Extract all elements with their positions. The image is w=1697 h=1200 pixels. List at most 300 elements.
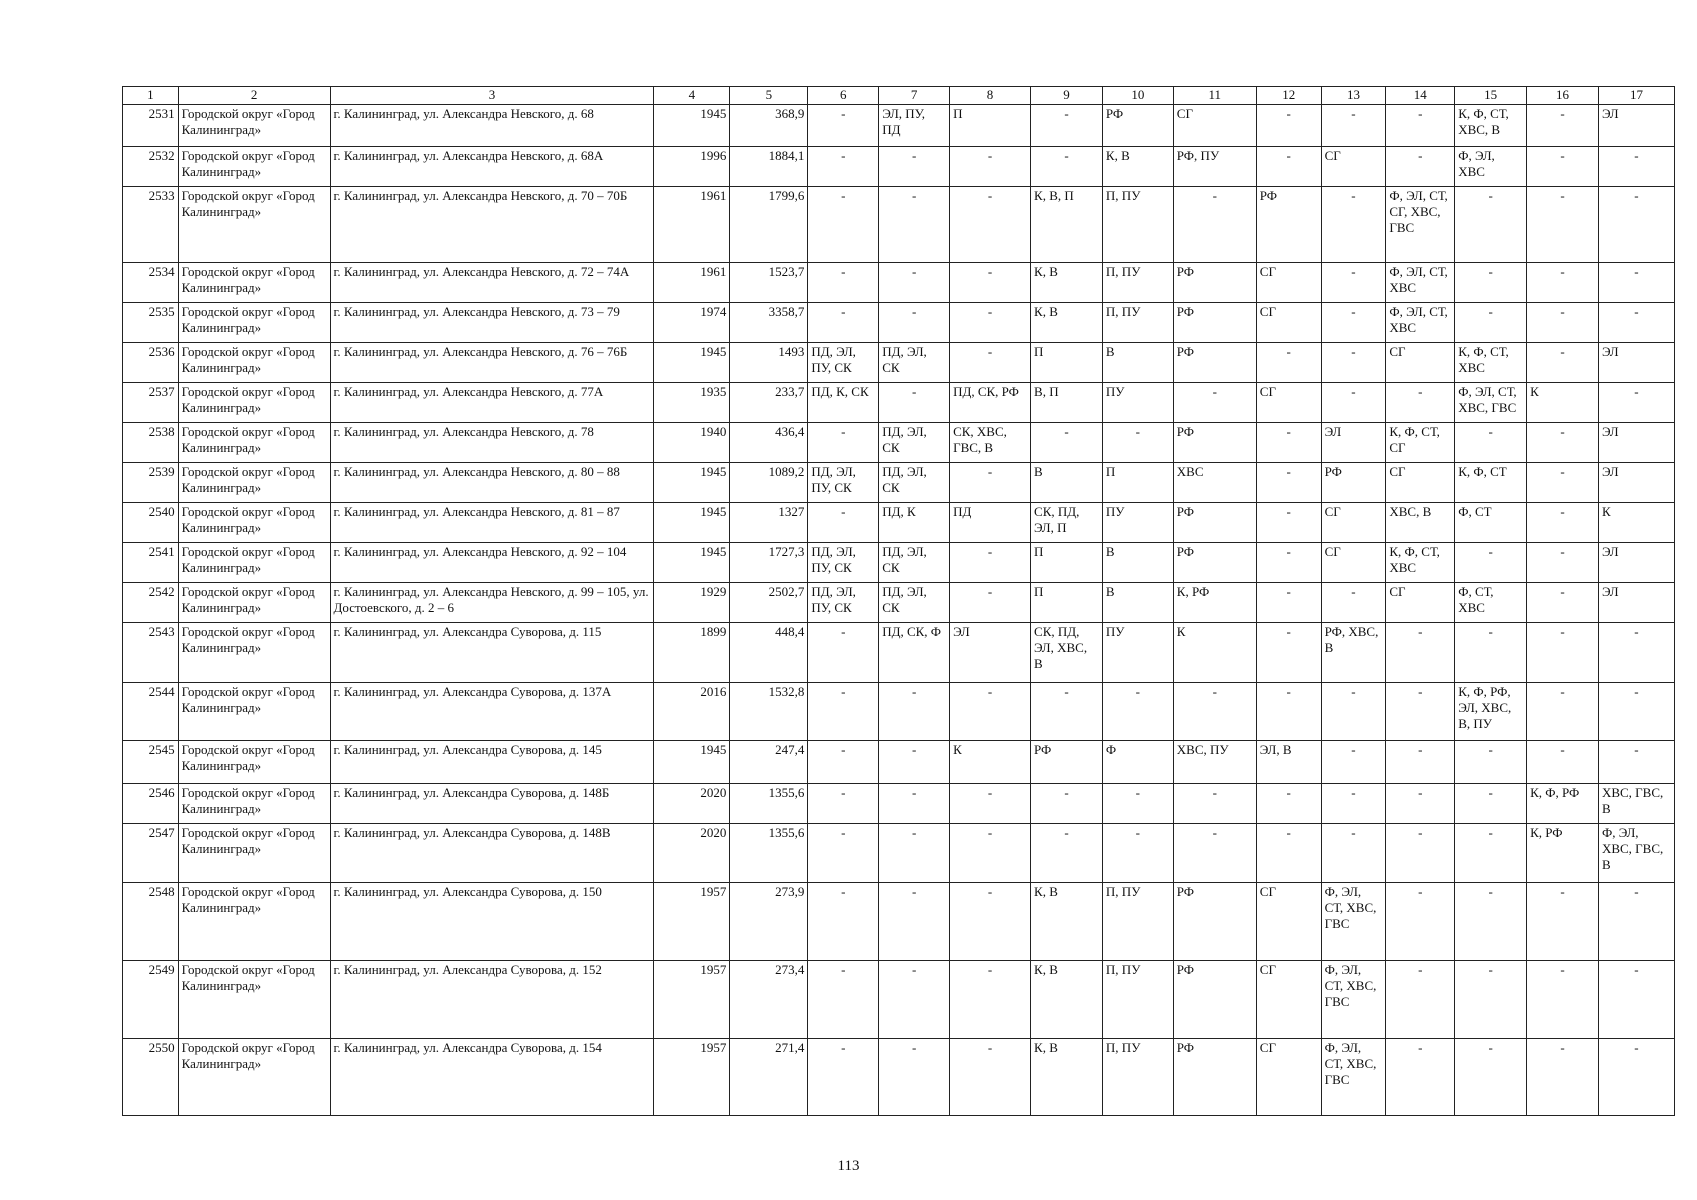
table-cell-col-7: - — [879, 303, 950, 343]
table-cell-col-17: - — [1598, 741, 1674, 784]
table-cell-col-11: РФ — [1173, 503, 1256, 543]
column-header-17: 17 — [1598, 87, 1674, 105]
table-cell-col-1: 2542 — [123, 583, 179, 623]
table-cell-col-4: 2020 — [654, 784, 730, 824]
table-cell-col-11: РФ — [1173, 423, 1256, 463]
table-cell-col-7: - — [879, 883, 950, 961]
column-header-3: 3 — [330, 87, 654, 105]
table-cell-col-2: Городской округ «Город Калининград» — [178, 784, 330, 824]
table-cell-col-16: - — [1527, 503, 1599, 543]
table-cell-col-2: Городской округ «Город Калининград» — [178, 683, 330, 741]
table-cell-col-6: ПД, ЭЛ, ПУ, СК — [808, 463, 879, 503]
table-row — [123, 883, 1675, 961]
data-table — [122, 86, 1675, 1116]
table-cell-col-17: - — [1598, 623, 1674, 683]
table-cell-col-10: - — [1102, 824, 1173, 883]
table-cell-col-8: - — [950, 883, 1031, 961]
table-cell-col-9: К, В, П — [1031, 187, 1103, 263]
table-cell-col-16: - — [1527, 105, 1599, 147]
table-cell-col-10: ПУ — [1102, 623, 1173, 683]
table-cell-col-13: ЭЛ — [1321, 423, 1386, 463]
table-cell-col-7: - — [879, 147, 950, 187]
table-cell-col-5: 1799,6 — [730, 187, 808, 263]
table-cell-col-5: 436,4 — [730, 423, 808, 463]
table-row — [123, 623, 1675, 683]
table-cell-col-1: 2543 — [123, 623, 179, 683]
table-cell-col-10: П, ПУ — [1102, 961, 1173, 1039]
table-cell-col-4: 1945 — [654, 741, 730, 784]
table-cell-col-15: - — [1455, 263, 1527, 303]
table-cell-col-5: 1523,7 — [730, 263, 808, 303]
table-cell-col-9: РФ — [1031, 741, 1103, 784]
table-cell-col-11: СГ — [1173, 105, 1256, 147]
table-cell-col-10: В — [1102, 543, 1173, 583]
table-cell-col-3: г. Калининград, ул. Александра Суворова, д. 145 — [330, 741, 654, 784]
table-cell-col-4: 1945 — [654, 543, 730, 583]
table-cell-col-8: - — [950, 263, 1031, 303]
table-cell-col-15: К, Ф, СТ, ХВС — [1455, 343, 1527, 383]
table-cell-col-11: РФ — [1173, 263, 1256, 303]
table-cell-col-17: - — [1598, 683, 1674, 741]
table-cell-col-13: - — [1321, 187, 1386, 263]
table-cell-col-12: - — [1256, 824, 1321, 883]
table-cell-col-16: - — [1527, 961, 1599, 1039]
table-cell-col-1: 2541 — [123, 543, 179, 583]
table-cell-col-4: 1974 — [654, 303, 730, 343]
table-cell-col-7: ПД, ЭЛ, СК — [879, 583, 950, 623]
table-row — [123, 824, 1675, 883]
table-cell-col-3: г. Калининград, ул. Александра Невского, д. 73 – 79 — [330, 303, 654, 343]
table-cell-col-8: - — [950, 824, 1031, 883]
table-cell-col-13: - — [1321, 343, 1386, 383]
table-cell-col-9: К, В — [1031, 883, 1103, 961]
column-header-14: 14 — [1386, 87, 1455, 105]
table-row — [123, 583, 1675, 623]
table-cell-col-13: - — [1321, 303, 1386, 343]
table-cell-col-7: - — [879, 1039, 950, 1116]
table-row — [123, 463, 1675, 503]
table-cell-col-15: - — [1455, 824, 1527, 883]
table-cell-col-4: 1899 — [654, 623, 730, 683]
table-cell-col-3: г. Калининград, ул. Александра Невского, д. 72 – 74А — [330, 263, 654, 303]
table-cell-col-13: - — [1321, 741, 1386, 784]
table-cell-col-1: 2536 — [123, 343, 179, 383]
table-cell-col-5: 1355,6 — [730, 824, 808, 883]
table-cell-col-11: - — [1173, 824, 1256, 883]
table-cell-col-14: - — [1386, 741, 1455, 784]
table-cell-col-15: - — [1455, 623, 1527, 683]
table-cell-col-6: - — [808, 187, 879, 263]
table-cell-col-5: 1327 — [730, 503, 808, 543]
table-cell-col-16: - — [1527, 683, 1599, 741]
table-cell-col-12: СГ — [1256, 883, 1321, 961]
table-cell-col-8: К — [950, 741, 1031, 784]
table-cell-col-4: 1957 — [654, 961, 730, 1039]
table-cell-col-14: - — [1386, 883, 1455, 961]
table-cell-col-17: - — [1598, 883, 1674, 961]
table-cell-col-8: - — [950, 1039, 1031, 1116]
table-cell-col-10: П, ПУ — [1102, 1039, 1173, 1116]
table-cell-col-13: РФ — [1321, 463, 1386, 503]
table-cell-col-17: ЭЛ — [1598, 583, 1674, 623]
table-cell-col-17: - — [1598, 383, 1674, 423]
table-cell-col-8: - — [950, 343, 1031, 383]
table-cell-col-8: П — [950, 105, 1031, 147]
table-cell-col-9: - — [1031, 683, 1103, 741]
table-cell-col-7: - — [879, 187, 950, 263]
table-cell-col-1: 2538 — [123, 423, 179, 463]
table-cell-col-6: - — [808, 105, 879, 147]
table-cell-col-12: РФ — [1256, 187, 1321, 263]
table-cell-col-6: ПД, ЭЛ, ПУ, СК — [808, 343, 879, 383]
table-cell-col-13: СГ — [1321, 503, 1386, 543]
table-cell-col-3: г. Калининград, ул. Александра Невского, д. 70 – 70Б — [330, 187, 654, 263]
table-cell-col-14: - — [1386, 961, 1455, 1039]
table-cell-col-2: Городской округ «Город Калининград» — [178, 383, 330, 423]
column-header-5: 5 — [730, 87, 808, 105]
table-cell-col-1: 2546 — [123, 784, 179, 824]
table-cell-col-5: 1884,1 — [730, 147, 808, 187]
table-cell-col-6: - — [808, 503, 879, 543]
table-cell-col-10: - — [1102, 683, 1173, 741]
table-cell-col-15: Ф, ЭЛ, ХВС — [1455, 147, 1527, 187]
table-cell-col-3: г. Калининград, ул. Александра Невского, д. 78 — [330, 423, 654, 463]
table-cell-col-11: РФ — [1173, 961, 1256, 1039]
table-cell-col-2: Городской округ «Город Калининград» — [178, 463, 330, 503]
table-cell-col-2: Городской округ «Город Калининград» — [178, 147, 330, 187]
table-cell-col-12: СГ — [1256, 1039, 1321, 1116]
table-cell-col-7: - — [879, 961, 950, 1039]
table-cell-col-6: - — [808, 623, 879, 683]
table-cell-col-3: г. Калининград, ул. Александра Суворова, д. 152 — [330, 961, 654, 1039]
table-cell-col-1: 2549 — [123, 961, 179, 1039]
table-cell-col-4: 1996 — [654, 147, 730, 187]
table-cell-col-15: - — [1455, 1039, 1527, 1116]
table-cell-col-3: г. Калининград, ул. Александра Невского, д. 68 — [330, 105, 654, 147]
table-cell-col-1: 2537 — [123, 383, 179, 423]
table-cell-col-17: ЭЛ — [1598, 105, 1674, 147]
table-cell-col-1: 2533 — [123, 187, 179, 263]
table-cell-col-16: - — [1527, 263, 1599, 303]
table-cell-col-15: - — [1455, 303, 1527, 343]
table-cell-col-2: Городской округ «Город Калининград» — [178, 1039, 330, 1116]
table-cell-col-10: П, ПУ — [1102, 263, 1173, 303]
table-cell-col-4: 1961 — [654, 263, 730, 303]
table-cell-col-1: 2548 — [123, 883, 179, 961]
table-cell-col-14: Ф, ЭЛ, СТ, ХВС — [1386, 263, 1455, 303]
table-cell-col-4: 1957 — [654, 1039, 730, 1116]
table-cell-col-5: 273,9 — [730, 883, 808, 961]
table-cell-col-5: 247,4 — [730, 741, 808, 784]
table-cell-col-8: ПД — [950, 503, 1031, 543]
table-cell-col-7: - — [879, 683, 950, 741]
table-cell-col-12: ЭЛ, В — [1256, 741, 1321, 784]
table-cell-col-17: ЭЛ — [1598, 423, 1674, 463]
table-cell-col-8: - — [950, 784, 1031, 824]
table-cell-col-9: В — [1031, 463, 1103, 503]
table-cell-col-12: СГ — [1256, 383, 1321, 423]
table-cell-col-17: ЭЛ — [1598, 343, 1674, 383]
table-cell-col-11: - — [1173, 784, 1256, 824]
table-cell-col-3: г. Калининград, ул. Александра Суворова, д. 115 — [330, 623, 654, 683]
table-cell-col-1: 2545 — [123, 741, 179, 784]
table-cell-col-14: ХВС, В — [1386, 503, 1455, 543]
table-cell-col-14: Ф, ЭЛ, СТ, ХВС — [1386, 303, 1455, 343]
table-cell-col-13: - — [1321, 105, 1386, 147]
column-header-13: 13 — [1321, 87, 1386, 105]
table-cell-col-16: К, Ф, РФ — [1527, 784, 1599, 824]
column-header-9: 9 — [1031, 87, 1103, 105]
table-cell-col-15: К, Ф, СТ — [1455, 463, 1527, 503]
table-cell-col-17: Ф, ЭЛ, ХВС, ГВС, В — [1598, 824, 1674, 883]
table-cell-col-11: РФ — [1173, 883, 1256, 961]
table-cell-col-1: 2539 — [123, 463, 179, 503]
table-cell-col-8: - — [950, 583, 1031, 623]
table-cell-col-10: П, ПУ — [1102, 883, 1173, 961]
table-cell-col-17: - — [1598, 147, 1674, 187]
table-cell-col-9: К, В — [1031, 263, 1103, 303]
table-cell-col-6: - — [808, 961, 879, 1039]
table-cell-col-4: 1940 — [654, 423, 730, 463]
table-cell-col-17: ХВС, ГВС, В — [1598, 784, 1674, 824]
table-cell-col-15: - — [1455, 883, 1527, 961]
table-cell-col-5: 3358,7 — [730, 303, 808, 343]
table-cell-col-5: 2502,7 — [730, 583, 808, 623]
table-cell-col-15: - — [1455, 187, 1527, 263]
table-cell-col-8: - — [950, 543, 1031, 583]
table-row — [123, 263, 1675, 303]
table-cell-col-16: - — [1527, 463, 1599, 503]
table-cell-col-10: Ф — [1102, 741, 1173, 784]
table-cell-col-6: - — [808, 423, 879, 463]
table-cell-col-5: 1493 — [730, 343, 808, 383]
column-header-16: 16 — [1527, 87, 1599, 105]
table-cell-col-14: К, Ф, СТ, ХВС — [1386, 543, 1455, 583]
table-cell-col-1: 2540 — [123, 503, 179, 543]
table-cell-col-12: - — [1256, 503, 1321, 543]
table-cell-col-4: 2020 — [654, 824, 730, 883]
table-cell-col-5: 368,9 — [730, 105, 808, 147]
table-cell-col-15: - — [1455, 784, 1527, 824]
table-cell-col-11: - — [1173, 187, 1256, 263]
table-cell-col-2: Городской округ «Город Калининград» — [178, 961, 330, 1039]
table-cell-col-12: - — [1256, 623, 1321, 683]
column-header-10: 10 — [1102, 87, 1173, 105]
table-cell-col-9: П — [1031, 343, 1103, 383]
table-cell-col-7: ПД, СК, Ф — [879, 623, 950, 683]
table-cell-col-6: ПД, ЭЛ, ПУ, СК — [808, 583, 879, 623]
table-cell-col-3: г. Калининград, ул. Александра Суворова, д. 148В — [330, 824, 654, 883]
table-cell-col-12: - — [1256, 583, 1321, 623]
table-row — [123, 187, 1675, 263]
table-cell-col-9: К, В — [1031, 303, 1103, 343]
table-cell-col-13: - — [1321, 824, 1386, 883]
table-cell-col-16: - — [1527, 741, 1599, 784]
table-cell-col-3: г. Калининград, ул. Александра Суворова, д. 137А — [330, 683, 654, 741]
table-cell-col-2: Городской округ «Город Калининград» — [178, 824, 330, 883]
table-cell-col-17: - — [1598, 961, 1674, 1039]
table-cell-col-11: К — [1173, 623, 1256, 683]
table-cell-col-14: СГ — [1386, 583, 1455, 623]
table-cell-col-9: - — [1031, 423, 1103, 463]
table-cell-col-13: СГ — [1321, 147, 1386, 187]
table-cell-col-7: - — [879, 263, 950, 303]
table-cell-col-2: Городской округ «Город Калининград» — [178, 303, 330, 343]
table-cell-col-6: ПД, ЭЛ, ПУ, СК — [808, 543, 879, 583]
column-header-4: 4 — [654, 87, 730, 105]
table-cell-col-6: - — [808, 263, 879, 303]
table-cell-col-9: СК, ПД, ЭЛ, ХВС, В — [1031, 623, 1103, 683]
table-cell-col-13: СГ — [1321, 543, 1386, 583]
table-cell-col-2: Городской округ «Город Калининград» — [178, 623, 330, 683]
table-cell-col-11: РФ, ПУ — [1173, 147, 1256, 187]
table-cell-col-5: 271,4 — [730, 1039, 808, 1116]
column-header-6: 6 — [808, 87, 879, 105]
table-cell-col-3: г. Калининград, ул. Александра Суворова, д. 154 — [330, 1039, 654, 1116]
table-cell-col-5: 448,4 — [730, 623, 808, 683]
table-cell-col-10: В — [1102, 343, 1173, 383]
table-cell-col-3: г. Калининград, ул. Александра Невского, д. 76 – 76Б — [330, 343, 654, 383]
table-cell-col-4: 1935 — [654, 383, 730, 423]
table-cell-col-7: ЭЛ, ПУ, ПД — [879, 105, 950, 147]
table-cell-col-6: - — [808, 147, 879, 187]
table-cell-col-7: - — [879, 741, 950, 784]
column-header-1: 1 — [123, 87, 179, 105]
table-cell-col-6: - — [808, 883, 879, 961]
table-cell-col-13: - — [1321, 683, 1386, 741]
table-cell-col-6: - — [808, 1039, 879, 1116]
table-cell-col-14: СГ — [1386, 463, 1455, 503]
table-cell-col-5: 1089,2 — [730, 463, 808, 503]
table-cell-col-10: К, В — [1102, 147, 1173, 187]
table-cell-col-2: Городской округ «Город Калининград» — [178, 741, 330, 784]
table-cell-col-6: - — [808, 824, 879, 883]
table-cell-col-7: ПД, ЭЛ, СК — [879, 423, 950, 463]
table-cell-col-14: СГ — [1386, 343, 1455, 383]
table-cell-col-9: - — [1031, 784, 1103, 824]
table-cell-col-5: 233,7 — [730, 383, 808, 423]
table-cell-col-16: - — [1527, 583, 1599, 623]
table-cell-col-3: г. Калининград, ул. Александра Невского, д. 77А — [330, 383, 654, 423]
table-cell-col-14: К, Ф, СТ, СГ — [1386, 423, 1455, 463]
table-cell-col-16: - — [1527, 543, 1599, 583]
table-cell-col-16: К, РФ — [1527, 824, 1599, 883]
table-cell-col-10: П — [1102, 463, 1173, 503]
table-cell-col-10: ПУ — [1102, 503, 1173, 543]
table-cell-col-3: г. Калининград, ул. Александра Невского, д. 99 – 105, ул. Достоевского, д. 2 – 6 — [330, 583, 654, 623]
header-row — [123, 87, 1675, 105]
table-cell-col-4: 1945 — [654, 503, 730, 543]
table-cell-col-3: г. Калининград, ул. Александра Невского, д. 68А — [330, 147, 654, 187]
table-cell-col-13: Ф, ЭЛ, СТ, ХВС, ГВС — [1321, 961, 1386, 1039]
table-cell-col-11: РФ — [1173, 343, 1256, 383]
table-cell-col-5: 1532,8 — [730, 683, 808, 741]
table-cell-col-15: К, Ф, РФ, ЭЛ, ХВС, В, ПУ — [1455, 683, 1527, 741]
table-cell-col-1: 2550 — [123, 1039, 179, 1116]
table-cell-col-9: - — [1031, 824, 1103, 883]
table-cell-col-17: - — [1598, 303, 1674, 343]
table-row — [123, 343, 1675, 383]
page-number: 113 — [837, 1158, 860, 1174]
table-cell-col-14: - — [1386, 383, 1455, 423]
table-cell-col-8: ЭЛ — [950, 623, 1031, 683]
table-cell-col-15: - — [1455, 543, 1527, 583]
table-row — [123, 105, 1675, 147]
table-cell-col-12: - — [1256, 784, 1321, 824]
column-header-8: 8 — [950, 87, 1031, 105]
table-cell-col-12: - — [1256, 543, 1321, 583]
table-cell-col-16: - — [1527, 623, 1599, 683]
table-cell-col-11: ХВС — [1173, 463, 1256, 503]
table-cell-col-14: - — [1386, 784, 1455, 824]
table-cell-col-13: Ф, ЭЛ, СТ, ХВС, ГВС — [1321, 1039, 1386, 1116]
table-cell-col-16: - — [1527, 303, 1599, 343]
table-cell-col-10: - — [1102, 784, 1173, 824]
table-cell-col-9: П — [1031, 583, 1103, 623]
table-cell-col-17: - — [1598, 263, 1674, 303]
table-cell-col-13: - — [1321, 784, 1386, 824]
table-cell-col-1: 2534 — [123, 263, 179, 303]
table-cell-col-1: 2532 — [123, 147, 179, 187]
table-cell-col-1: 2535 — [123, 303, 179, 343]
table-cell-col-10: В — [1102, 583, 1173, 623]
table-cell-col-10: П, ПУ — [1102, 187, 1173, 263]
table-cell-col-7: ПД, ЭЛ, СК — [879, 463, 950, 503]
table-cell-col-15: Ф, СТ, ХВС — [1455, 583, 1527, 623]
table-cell-col-16: - — [1527, 187, 1599, 263]
table-cell-col-13: Ф, ЭЛ, СТ, ХВС, ГВС — [1321, 883, 1386, 961]
table-cell-col-3: г. Калининград, ул. Александра Невского, д. 80 – 88 — [330, 463, 654, 503]
table-cell-col-2: Городской округ «Город Калининград» — [178, 503, 330, 543]
table-cell-col-14: - — [1386, 683, 1455, 741]
table-row — [123, 303, 1675, 343]
table-cell-col-4: 1929 — [654, 583, 730, 623]
table-cell-col-13: РФ, ХВС, В — [1321, 623, 1386, 683]
table-cell-col-10: РФ — [1102, 105, 1173, 147]
table-cell-col-16: К — [1527, 383, 1599, 423]
table-cell-col-11: - — [1173, 683, 1256, 741]
table-cell-col-6: - — [808, 683, 879, 741]
table-cell-col-7: - — [879, 383, 950, 423]
table-cell-col-13: - — [1321, 263, 1386, 303]
table-cell-col-9: В, П — [1031, 383, 1103, 423]
table-cell-col-2: Городской округ «Город Калининград» — [178, 343, 330, 383]
table-cell-col-11: ХВС, ПУ — [1173, 741, 1256, 784]
table-cell-col-8: - — [950, 463, 1031, 503]
table-cell-col-1: 2547 — [123, 824, 179, 883]
table-cell-col-16: - — [1527, 343, 1599, 383]
table-cell-col-12: - — [1256, 147, 1321, 187]
table-cell-col-13: - — [1321, 383, 1386, 423]
table-cell-col-15: - — [1455, 423, 1527, 463]
table-cell-col-10: ПУ — [1102, 383, 1173, 423]
table-cell-col-5: 1355,6 — [730, 784, 808, 824]
column-header-11: 11 — [1173, 87, 1256, 105]
table-cell-col-12: - — [1256, 683, 1321, 741]
table-cell-col-9: СК, ПД, ЭЛ, П — [1031, 503, 1103, 543]
table-cell-col-4: 1957 — [654, 883, 730, 961]
table-cell-col-11: РФ — [1173, 543, 1256, 583]
table-cell-col-2: Городской округ «Город Калининград» — [178, 187, 330, 263]
table-cell-col-14: - — [1386, 1039, 1455, 1116]
table-cell-col-9: К, В — [1031, 961, 1103, 1039]
table-cell-col-16: - — [1527, 1039, 1599, 1116]
table-cell-col-4: 1945 — [654, 105, 730, 147]
table-cell-col-2: Городской округ «Город Калининград» — [178, 583, 330, 623]
table-cell-col-12: - — [1256, 343, 1321, 383]
table-cell-col-8: - — [950, 961, 1031, 1039]
table-cell-col-14: - — [1386, 824, 1455, 883]
